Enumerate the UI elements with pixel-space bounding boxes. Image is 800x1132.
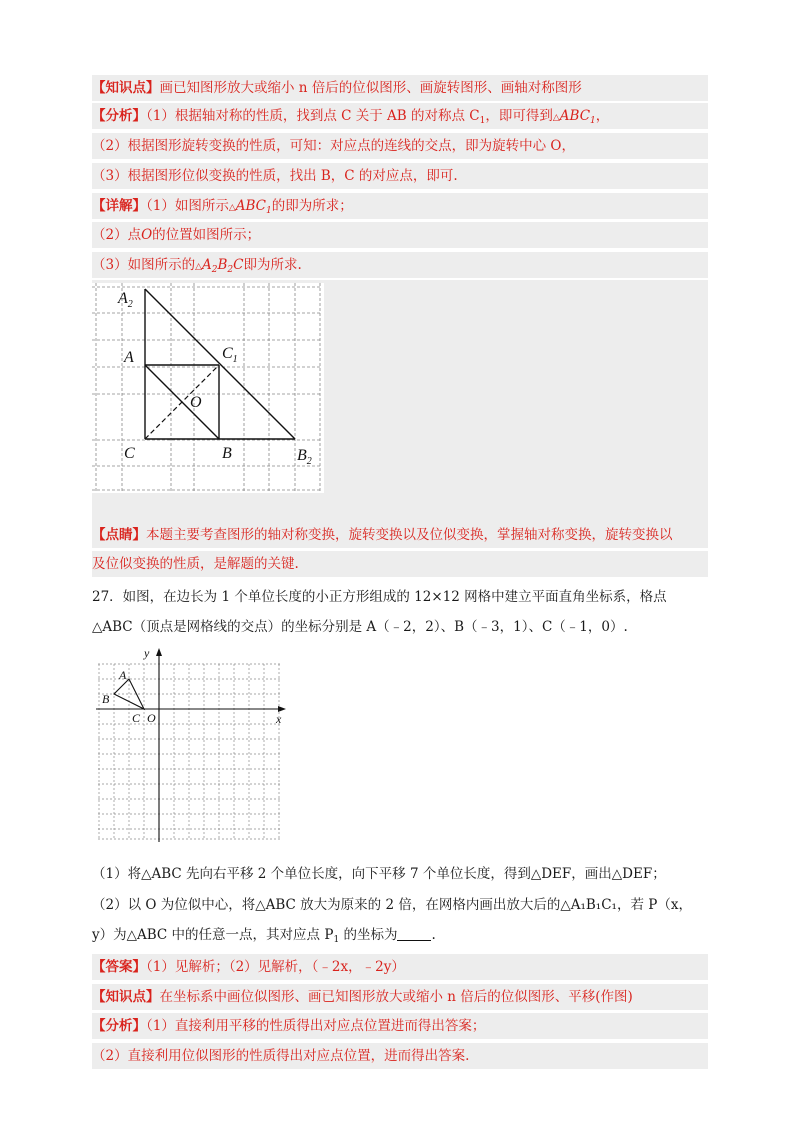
q26-detail-line-3 bbox=[92, 252, 708, 278]
label-b: B bbox=[222, 445, 232, 462]
analysis-text: （2）直接利用位似图形的性质得出对应点位置，进而得出答案. bbox=[92, 1048, 470, 1064]
q26-detail-line-2 bbox=[92, 222, 708, 248]
triangle-name: ABC bbox=[559, 108, 591, 124]
subscript: 1 bbox=[266, 206, 272, 216]
detail-text: 即为所求. bbox=[243, 257, 302, 273]
q27-coordinate-grid bbox=[92, 646, 288, 842]
detail-tag: 【详解】 bbox=[92, 198, 146, 214]
label-c: C bbox=[124, 445, 135, 462]
q27-part-2 bbox=[92, 892, 708, 918]
label-y-axis: y bbox=[144, 646, 150, 660]
triangle-symbol: △ bbox=[552, 113, 560, 123]
answer-text: （1）见解析；（2）见解析，（﹣2x，﹣2y） bbox=[146, 959, 405, 975]
label-point-b: B bbox=[102, 692, 110, 706]
label-o: O bbox=[190, 394, 202, 411]
analysis-tag: 【分析】 bbox=[92, 108, 146, 124]
analysis-tag: 【分析】 bbox=[92, 1018, 146, 1034]
answer-blank bbox=[397, 926, 431, 941]
comment-text: 本题主要考查图形的轴对称变换，旋转变换以及位似变换，掌握轴对称变换，旋转变换以 bbox=[146, 527, 673, 543]
q26-analysis-line-3 bbox=[92, 163, 708, 189]
question-text: △ABC（顶点是网格线的交点）的坐标分别是 A（﹣2，2）、B（﹣3，1）、C（﹣1，0）. bbox=[92, 619, 628, 635]
q26-analysis-line-2 bbox=[92, 133, 708, 159]
subscript: 2 bbox=[211, 265, 218, 275]
q27-part-3 bbox=[92, 922, 708, 948]
detail-text: 的即为所求； bbox=[271, 198, 353, 214]
q27-part-1 bbox=[92, 861, 708, 887]
detail-text: （1）如图所示 bbox=[146, 198, 229, 214]
analysis-text: ， bbox=[595, 108, 610, 124]
subscript: 2 bbox=[227, 265, 234, 275]
point-name: A bbox=[202, 257, 212, 273]
comment-text: 及位似变换的性质，是解题的关键. bbox=[92, 556, 299, 572]
q26-detail-line-1 bbox=[92, 193, 708, 219]
label-point-c: C bbox=[132, 711, 141, 725]
y-axis-arrow-icon bbox=[156, 648, 162, 656]
label-a: A bbox=[124, 349, 134, 366]
q27-answer-line bbox=[92, 954, 708, 980]
analysis-text: （1）根据轴对称的性质，找到点 C 关于 AB 的对称点 C bbox=[146, 108, 480, 124]
label-x-axis: x bbox=[276, 712, 282, 726]
q26-comment-line-1 bbox=[92, 522, 708, 548]
knowledge-text: 在坐标系中画位似图形、画已知图形放大或缩小 n 倍后的位似图形、平移(作图) bbox=[159, 989, 633, 1005]
point-name: B bbox=[217, 257, 228, 273]
label-c1: $C_1$ bbox=[222, 345, 238, 365]
question-text: y）为△ABC 中的任意一点，其对应点 P bbox=[92, 927, 334, 943]
label-origin-o: O bbox=[147, 711, 156, 725]
q26-geometry-figure bbox=[92, 283, 324, 493]
label-a2: $A_2$ bbox=[118, 290, 133, 310]
detail-text: 的位置如图所示； bbox=[152, 227, 261, 243]
comment-tag: 【点睛】 bbox=[92, 527, 146, 543]
knowledge-text: 画已知图形放大或缩小 n 倍后的位似图形、画旋转图形、画轴对称图形 bbox=[159, 80, 582, 96]
question-text: 的坐标为 bbox=[339, 927, 398, 943]
q27-analysis-line-1 bbox=[92, 1013, 708, 1039]
detail-text: （3）如图所示的 bbox=[92, 257, 196, 273]
label-b2: $B_2$ bbox=[297, 447, 312, 467]
analysis-text: （2）根据图形旋转变换的性质，可知：对应点的连线的交点，即为旋转中心 O， bbox=[92, 138, 575, 154]
q26-comment-line-2 bbox=[92, 551, 708, 577]
q27-stem-line-1 bbox=[92, 584, 708, 610]
triangle-symbol: △ bbox=[195, 262, 203, 272]
triangle-name: ABC bbox=[235, 198, 267, 214]
subscript: 1 bbox=[479, 116, 486, 126]
triangle-symbol: △ bbox=[228, 203, 236, 213]
question-text: （1）将△ABC 先向右平移 2 个单位长度，向下平移 7 个单位长度，得到△DEF，画出△DEF； bbox=[92, 866, 666, 882]
knowledge-tag: 【知识点】 bbox=[92, 989, 160, 1005]
answer-tag: 【答案】 bbox=[92, 959, 146, 975]
q26-knowledge-line bbox=[92, 75, 708, 101]
question-text: （2）以 O 为位似中心，将△ABC 放大为原来的 2 倍，在网格内画出放大后的△A₁B₁C₁，若 P（x， bbox=[92, 897, 692, 913]
subscript: 1 bbox=[590, 116, 596, 126]
dashed-grid bbox=[98, 664, 282, 839]
q27-knowledge-line bbox=[92, 984, 708, 1010]
analysis-text: （3）根据图形位似变换的性质，找出 B，C 的对应点，即可. bbox=[92, 168, 458, 184]
analysis-text: ，即可得到 bbox=[485, 108, 553, 124]
point-name: C bbox=[233, 257, 244, 273]
subscript: 1 bbox=[333, 935, 340, 945]
question-text: 27．如图，在边长为 1 个单位长度的小正方形组成的 12×12 网格中建立平面直角坐标系，格点 bbox=[92, 589, 667, 605]
question-text: . bbox=[431, 927, 436, 943]
label-point-a: A bbox=[119, 668, 127, 682]
detail-text: （2）点 bbox=[92, 227, 142, 243]
point-name: O bbox=[141, 227, 153, 243]
q27-analysis-line-2 bbox=[92, 1043, 708, 1069]
knowledge-tag: 【知识点】 bbox=[92, 80, 160, 96]
analysis-text: （1）直接利用平移的性质得出对应点位置进而得出答案； bbox=[146, 1018, 486, 1034]
q26-analysis-line-1 bbox=[92, 103, 708, 129]
q27-stem-line-2 bbox=[92, 614, 708, 640]
